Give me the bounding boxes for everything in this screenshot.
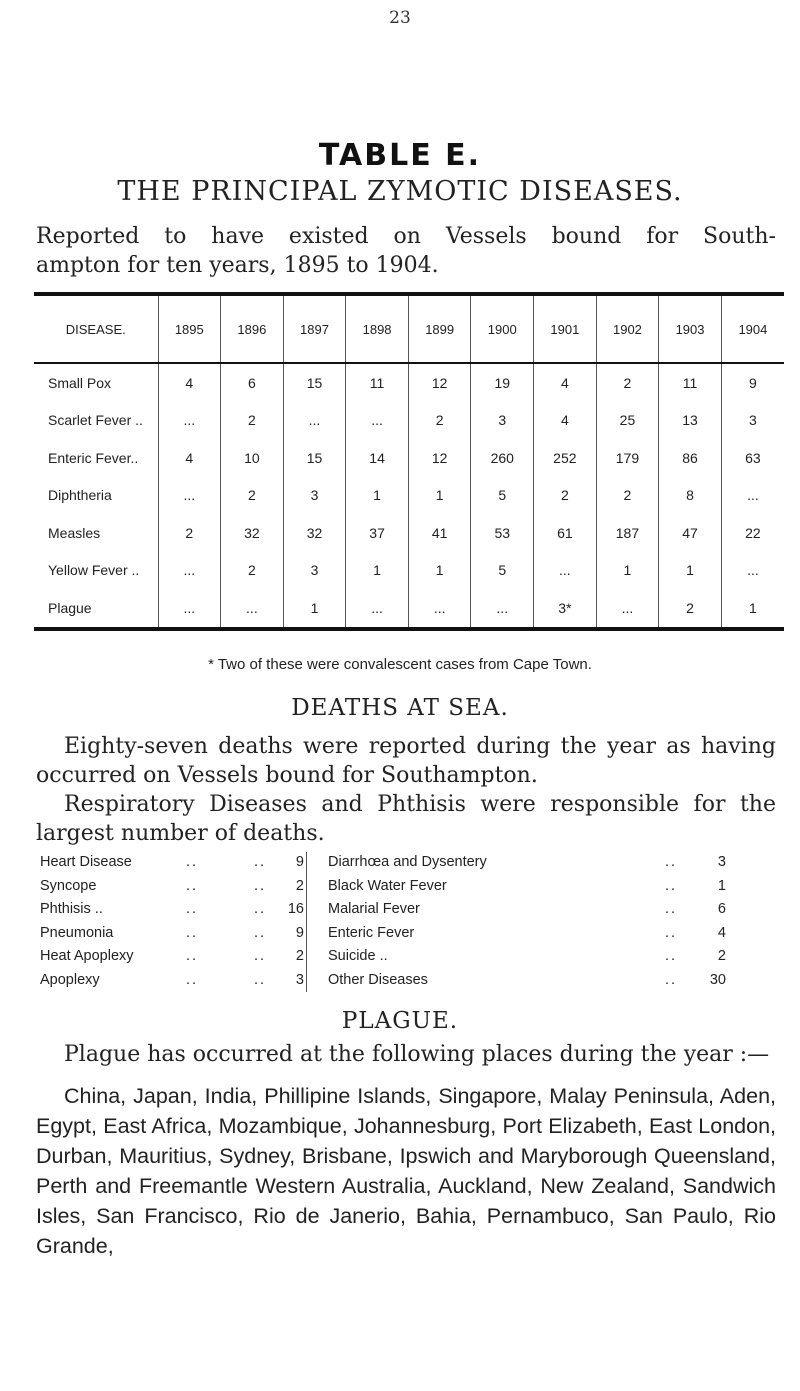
cause-count: 3 (717, 854, 726, 870)
cell-value: 10 (221, 439, 284, 477)
cause-row (40, 878, 780, 902)
cause-row (40, 854, 780, 878)
column-header: 1901 (534, 296, 597, 363)
cell-value: 22 (721, 514, 784, 552)
cell-value: 61 (534, 514, 597, 552)
cell-value: 12 (408, 439, 471, 477)
cell-value: 4 (158, 363, 221, 402)
table-row (34, 439, 784, 477)
cell-value: ... (283, 402, 346, 440)
leader-dots: .. (186, 901, 199, 917)
disease-name: Diphtheria (48, 487, 112, 504)
cell-value: 2 (221, 402, 284, 440)
cell-value: 2 (659, 589, 722, 627)
cell-value: 47 (659, 514, 722, 552)
leader-dots: .. (186, 971, 199, 988)
cell-value: 252 (534, 439, 597, 477)
cell-value: 5 (471, 552, 534, 590)
cell-value: ... (158, 402, 221, 440)
cell-value: 4 (158, 439, 221, 477)
cause-row (40, 948, 780, 972)
cell-value: ... (471, 589, 534, 627)
cause-name: Pneumonia (40, 924, 114, 941)
table-row (34, 552, 784, 590)
leader-dots: .. (254, 971, 267, 988)
cause-count: 2 (295, 877, 304, 894)
cell-value: 2 (596, 477, 659, 515)
leader-dots: .. (186, 877, 199, 894)
cell-value: 14 (346, 439, 409, 477)
table-row (34, 363, 784, 402)
cell-value: 12 (408, 363, 471, 402)
cause-name: Phthisis .. (40, 901, 103, 917)
page-title: THE PRINCIPAL ZYMOTIC DISEASES. (117, 176, 683, 207)
leader-dots: .. (254, 854, 267, 870)
deaths-heading: DEATHS AT SEA. (291, 695, 509, 721)
table-row (34, 477, 784, 515)
cell-value: 19 (471, 363, 534, 402)
cause-row (40, 972, 780, 996)
cell-value: 63 (721, 439, 784, 477)
plague-heading: PLAGUE. (341, 1008, 459, 1034)
table-row (34, 589, 784, 627)
disease-name: Plague (48, 599, 92, 616)
cell-value: 37 (346, 514, 409, 552)
leader-dots: .. (665, 901, 678, 917)
cell-value: 2 (221, 477, 284, 515)
cause-count: 6 (717, 901, 726, 917)
cell-value: 2 (596, 363, 659, 402)
cell-value: 53 (471, 514, 534, 552)
cause-name: Heat Apoplexy (40, 948, 134, 964)
leader-dots: .. (254, 877, 267, 894)
footnote: * Two of these were convalescent cases from Cape Town. (208, 656, 592, 673)
cell-value: 32 (283, 514, 346, 552)
disease-name: Scarlet Fever .. (48, 412, 143, 429)
leader-dots: .. (186, 924, 199, 941)
column-header: 1897 (283, 296, 346, 363)
cell-value: 1 (596, 552, 659, 590)
cell-value: 4 (534, 402, 597, 440)
deaths-paragraph-1: Eighty-seven deaths were reported during the year as having occurred on Vessels bound for Southampton. (36, 734, 776, 788)
leader-dots: .. (254, 901, 267, 917)
cell-value: 41 (408, 514, 471, 552)
cause-count: 16 (287, 901, 304, 917)
cause-count: 3 (295, 971, 304, 988)
page-number: 23 (389, 8, 411, 28)
cause-name: Diarrhœa and Dysentery (328, 854, 487, 870)
cell-value: ... (158, 477, 221, 515)
disease-name: Small Pox (48, 374, 112, 391)
cause-name: Enteric Fever (328, 924, 415, 941)
subtitle-line-1: Reported to have existed on Vessels bound for South- (36, 224, 776, 249)
cell-value: 1 (346, 477, 409, 515)
cause-count: 1 (717, 877, 726, 894)
cell-value: ... (408, 589, 471, 627)
table-row (34, 402, 784, 440)
cell-value: 15 (283, 439, 346, 477)
plague-intro: Plague has occurred at the following places during the year :— (64, 1042, 770, 1067)
table-header-row (34, 296, 784, 363)
disease-name: Enteric Fever.. (48, 449, 139, 466)
disease-table (34, 292, 784, 631)
subtitle-line-2: ampton for ten years, 1895 to 1904. (36, 253, 439, 278)
cell-value: ... (158, 589, 221, 627)
cell-value: 179 (596, 439, 659, 477)
cell-value: 3 (283, 552, 346, 590)
cell-value: 2 (408, 402, 471, 440)
cell-value: 3 (471, 402, 534, 440)
cell-value: ... (721, 552, 784, 590)
cause-name: Heart Disease (40, 854, 132, 870)
cell-value: 1 (346, 552, 409, 590)
leader-dots: .. (665, 877, 678, 894)
column-header: 1903 (659, 296, 722, 363)
cell-value: 25 (596, 402, 659, 440)
disease-name: Measles (48, 524, 101, 541)
cause-name: Black Water Fever (328, 877, 447, 894)
cell-value: 15 (283, 363, 346, 402)
cause-count: 9 (295, 854, 304, 870)
disease-name: Yellow Fever .. (48, 562, 140, 579)
cause-row (40, 925, 780, 949)
cause-name: Apoplexy (40, 971, 100, 988)
cell-value: 13 (659, 402, 722, 440)
cell-value: 3 (721, 402, 784, 440)
leader-dots: .. (254, 924, 267, 941)
cell-value: ... (596, 589, 659, 627)
deaths-paragraph-2: Respiratory Diseases and Phthisis were responsible for the largest number of deaths. (36, 792, 776, 846)
cell-value: 1 (721, 589, 784, 627)
cause-count: 2 (295, 948, 304, 964)
cause-count: 2 (717, 948, 726, 964)
cell-value: 1 (408, 552, 471, 590)
cell-value: 4 (534, 363, 597, 402)
cell-value: ... (534, 552, 597, 590)
subtitle (36, 222, 776, 280)
cause-row (40, 901, 780, 925)
cell-value: 2 (221, 552, 284, 590)
cell-value: 9 (721, 363, 784, 402)
plague-places: China, Japan, India, Phillipine Islands, Singapore, Malay Peninsula, Aden, Egypt, East Africa, Mozambique, Johannesburg, Port Elizabeth, East London, Durban, Mauritius, Sydney, Brisbane, Ipswich and Maryborough Queensland, Perth and Freemantle Western Australia, Auckland, New Zealand, Sandwich Isles, San Francisco, Rio de Janerio, Bahia, Pernambuco, San Paulo, Rio Grande, (36, 1084, 776, 1258)
cell-value: ... (221, 589, 284, 627)
leader-dots: .. (665, 948, 678, 964)
leader-dots: .. (254, 948, 267, 964)
cell-value: ... (721, 477, 784, 515)
leader-dots: .. (186, 854, 199, 870)
cell-value: 187 (596, 514, 659, 552)
leader-dots: .. (665, 924, 678, 941)
column-header: 1902 (596, 296, 659, 363)
cell-value: ... (346, 589, 409, 627)
cell-value: 3* (534, 589, 597, 627)
column-header: DISEASE. (34, 296, 158, 363)
cell-value: 11 (346, 363, 409, 402)
cause-name: Malarial Fever (328, 901, 420, 917)
cell-value: 1 (659, 552, 722, 590)
leader-dots: .. (665, 854, 678, 870)
cell-value: 32 (221, 514, 284, 552)
cause-name: Suicide .. (328, 948, 388, 964)
cell-value: ... (158, 552, 221, 590)
cell-value: 1 (408, 477, 471, 515)
table-row (34, 514, 784, 552)
cell-value: 86 (659, 439, 722, 477)
cell-value: 2 (534, 477, 597, 515)
column-header: 1899 (408, 296, 471, 363)
cell-value: 3 (283, 477, 346, 515)
column-header: 1898 (346, 296, 409, 363)
cause-count: 30 (709, 971, 726, 988)
cell-value: 6 (221, 363, 284, 402)
cell-value: ... (346, 402, 409, 440)
leader-dots: .. (665, 971, 678, 988)
cell-value: 5 (471, 477, 534, 515)
table-title: TABLE E. (318, 138, 482, 173)
leader-dots: .. (186, 948, 199, 964)
cell-value: 8 (659, 477, 722, 515)
cell-value: 11 (659, 363, 722, 402)
cause-name: Other Diseases (328, 971, 428, 988)
column-header: 1904 (721, 296, 784, 363)
causes-of-death-list (40, 854, 780, 995)
column-header: 1895 (158, 296, 221, 363)
column-header: 1896 (221, 296, 284, 363)
cause-count: 4 (717, 924, 726, 941)
cell-value: 260 (471, 439, 534, 477)
cause-name: Syncope (40, 877, 97, 894)
cell-value: 2 (158, 514, 221, 552)
column-header: 1900 (471, 296, 534, 363)
cell-value: 1 (283, 589, 346, 627)
cause-count: 9 (295, 924, 304, 941)
